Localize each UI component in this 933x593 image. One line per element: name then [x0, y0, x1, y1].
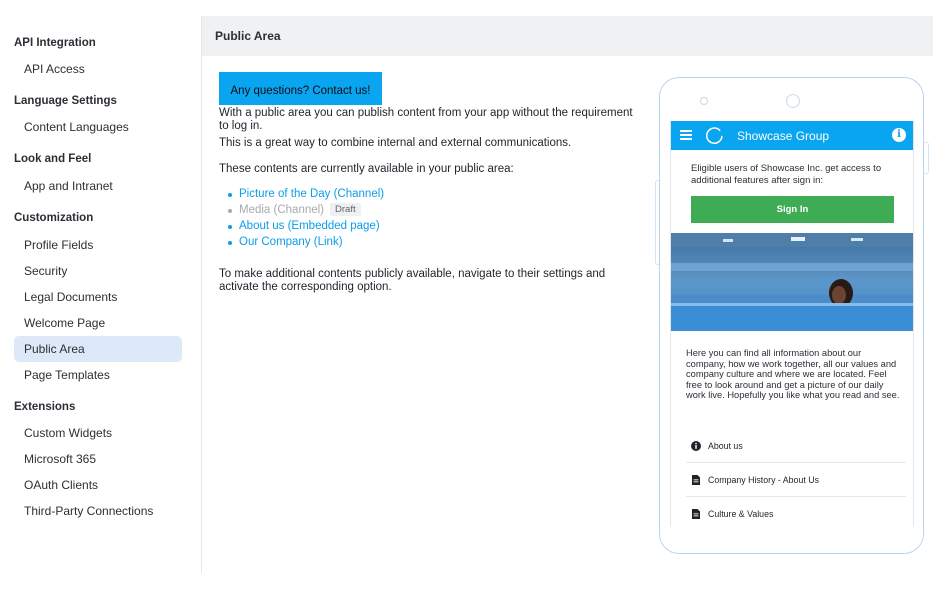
phone-sensor-icon	[700, 97, 708, 105]
sidebar-item-microsoft-365[interactable]: Microsoft 365	[24, 452, 97, 466]
contact-us-button[interactable]: Any questions? Contact us!	[219, 72, 382, 105]
company-description: Here you can find all information about our company, how we work together, all our values and company culture and where we are located. Feel free to look around and get a picture of our daily work live. Hopefully you like what you read and see.	[686, 348, 900, 401]
list-item-media	[228, 202, 384, 218]
list-item-our-company[interactable]	[228, 234, 384, 250]
sidebar-item-security[interactable]: Security	[24, 264, 68, 278]
sidebar-item-page-templates[interactable]: Page Templates	[24, 368, 110, 382]
sidebar-item-third-party-connections[interactable]: Third-Party Connections	[24, 504, 154, 518]
sidebar-item-api-access[interactable]: API Access	[24, 62, 85, 76]
office-hero-image	[671, 233, 914, 331]
sidebar-item-legal-documents[interactable]: Legal Documents	[24, 290, 118, 304]
list-item-picture-of-the-day[interactable]	[228, 186, 384, 202]
sidebar-item-welcome-page[interactable]: Welcome Page	[24, 316, 106, 330]
sidebar	[0, 16, 202, 573]
menu-item-label: About us	[708, 441, 743, 451]
eligible-text: Eligible users of Showcase Inc. get access to additional features after sign in:	[691, 163, 882, 186]
intro-text-2: This is a great way to combine internal and external communications.	[219, 137, 572, 149]
hamburger-menu-icon[interactable]	[680, 130, 692, 140]
document-icon	[691, 475, 701, 485]
info-icon[interactable]: i	[892, 128, 906, 142]
list-item-about-us[interactable]	[228, 218, 384, 234]
sidebar-item-app-and-intranet[interactable]: App and Intranet	[24, 179, 113, 193]
sidebar-group-language-settings: Language Settings	[14, 95, 117, 107]
available-text: These contents are currently available in your public area:	[219, 163, 514, 175]
menu-item-label: Company History - About Us	[708, 475, 819, 485]
app-bar	[671, 121, 914, 150]
menu-item-about-us[interactable]	[686, 429, 906, 463]
sidebar-item-oauth-clients[interactable]: OAuth Clients	[24, 478, 99, 492]
sidebar-item-custom-widgets[interactable]: Custom Widgets	[24, 426, 113, 440]
document-icon	[691, 509, 701, 519]
phone-camera-icon	[786, 94, 800, 108]
page-title: Public Area	[215, 29, 281, 43]
footer-text: To make additional contents publicly available, navigate to their settings and activate the corresponding option.	[219, 268, 606, 293]
public-content-list	[228, 186, 384, 250]
list-item-label: Media (Channel)	[239, 204, 325, 216]
page-header	[202, 16, 933, 56]
sidebar-group-customization: Customization	[14, 212, 94, 224]
sidebar-item-content-languages[interactable]: Content Languages	[24, 120, 129, 134]
sidebar-group-api-integration: API Integration	[14, 37, 96, 49]
sidebar-item-profile-fields[interactable]: Profile Fields	[24, 238, 94, 252]
draft-badge: Draft	[330, 203, 361, 216]
app-title: Showcase Group	[737, 129, 830, 143]
phone-screen	[670, 121, 914, 527]
list-item-label: About us (Embedded page)	[239, 220, 380, 232]
list-item-label: Our Company (Link)	[239, 236, 343, 248]
sidebar-group-extensions: Extensions	[14, 401, 76, 413]
app-logo-icon	[705, 126, 724, 145]
menu-item-culture-values[interactable]	[686, 497, 906, 527]
menu-item-label: Culture & Values	[708, 509, 774, 519]
info-circle-icon	[691, 441, 701, 451]
sidebar-group-look-and-feel: Look and Feel	[14, 153, 92, 165]
sign-in-button[interactable]: Sign In	[691, 196, 894, 223]
sidebar-item-public-area[interactable]: Public Area	[14, 336, 182, 362]
list-item-label: Picture of the Day (Channel)	[239, 188, 385, 200]
intro-text: With a public area you can publish content from your app without the requirement to log in.	[219, 107, 633, 132]
menu-item-company-history[interactable]	[686, 463, 906, 497]
